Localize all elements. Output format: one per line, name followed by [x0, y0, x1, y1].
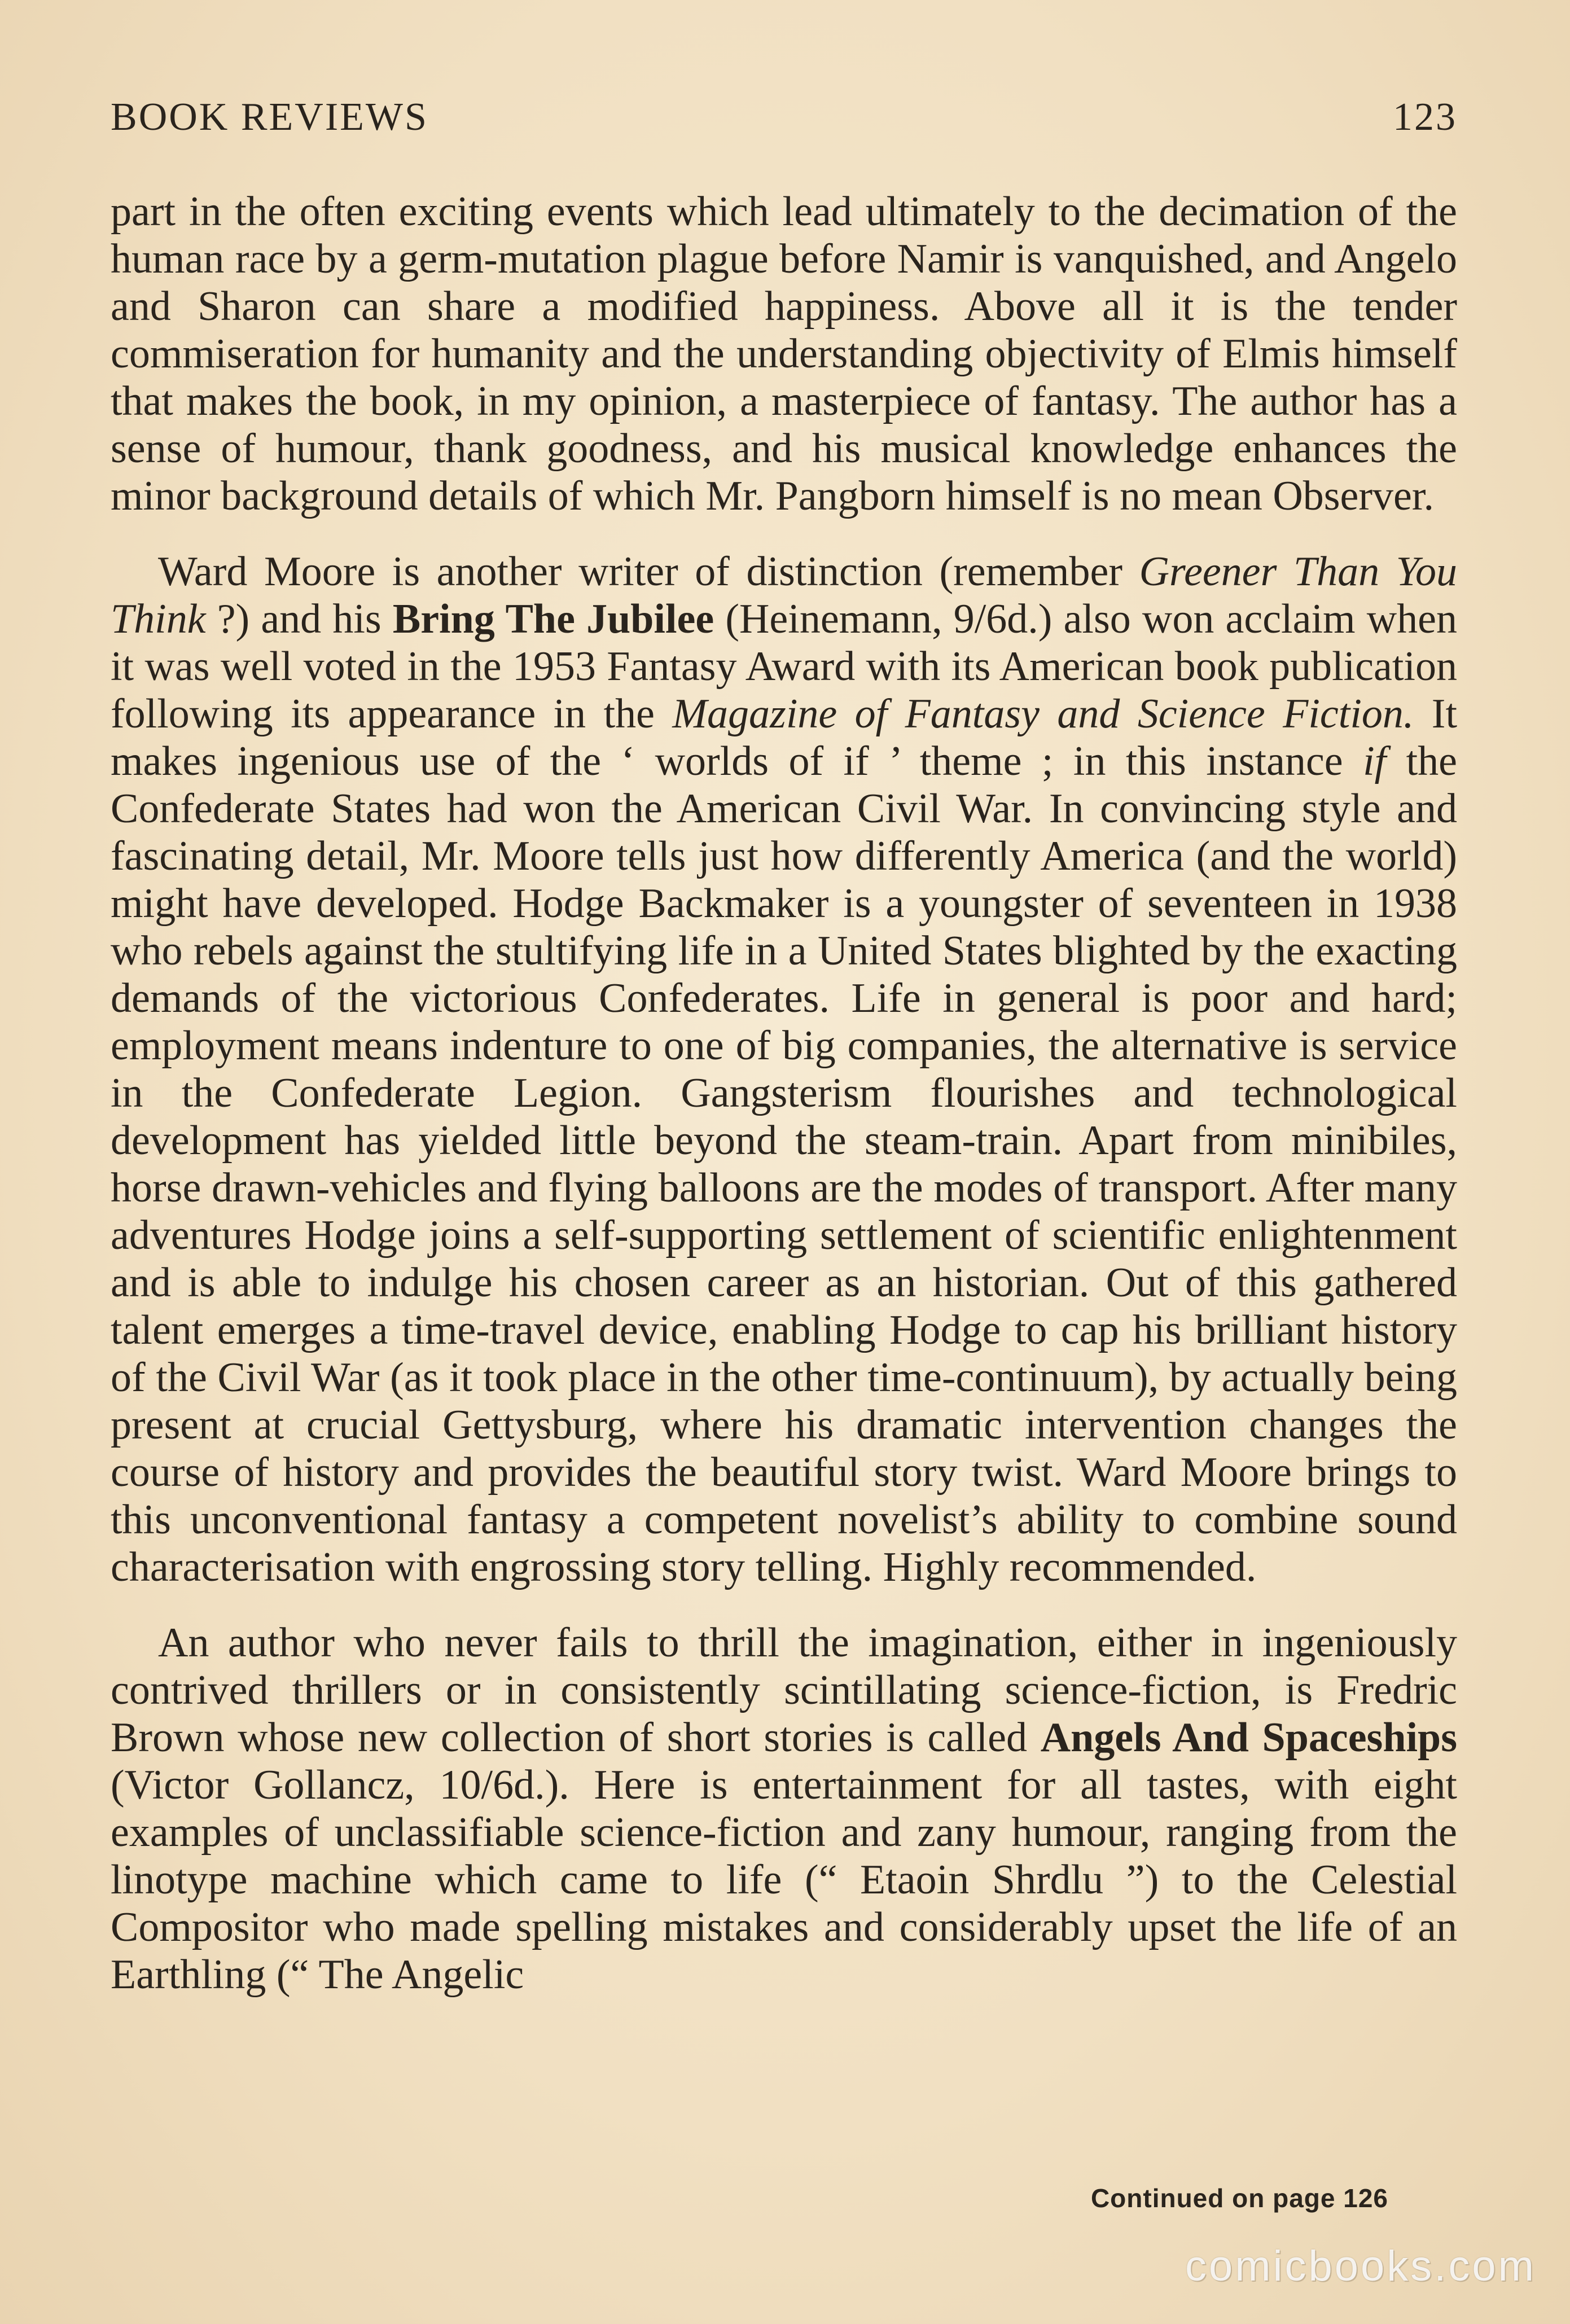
paragraph-continuation	[111, 188, 1457, 520]
book-title-angels-and-spaceships: Angels And Spaceships	[1040, 1715, 1458, 1761]
text-run: (Heinemann, 9/6d.) also won acclaim when it was well voted in the 1953 Fantasy Award with its American book publication following its appearance in the	[111, 596, 1457, 737]
page-number: 123	[1393, 95, 1457, 139]
text-run: the Confederate States had won the American Civil War. In convincing style and fascinating detail, Mr. Moore tells just how differently America (and the world) might have developed. Hodge Backmaker is a youngster of seventeen in 1938 who rebels against the stultifying life in a United States blighted by the exacting demands of the victorious Confederates. Life in general is poor and hard; employment means indenture to one of big companies, the alternative is service in the Confederate Legion. Gangsterism flourishes and technological development has yielded little beyond the steam-train. Apart from minibiles, horse drawn-vehicles and flying balloons are the modes of transport. After many adventures Hodge joins a self-supporting settlement of scientific enlightenment and is able to indulge his chosen career as an historian. Out of this gathered talent emerges a time-travel device, enabling Hodge to cap his brilliant history of the Civil War (as it took place in the other time-continuum), by actually being present at crucial Gettysburg, where his dramatic intervention changes the course of history and provides the beautiful story twist. Ward Moore brings to this unconventional fantasy a competent novelist’s ability to combine sound characterisation with engrossing story telling. Highly recommended.	[111, 738, 1458, 1590]
section-title: BOOK REVIEWS	[111, 95, 428, 139]
book-title-bring-the-jubilee: Bring The Jubilee	[392, 596, 714, 642]
paragraph-angels-and-spaceships	[111, 1619, 1457, 1998]
magazine-title: Magazine of Fantasy and Science Fiction.	[672, 691, 1414, 737]
book-title-greener-than-you-think: Greener Than You Think	[111, 549, 1458, 642]
text-run: part in the often exciting events which lead ultimately to the decimation of the human race by a germ-mutation plague before Namir is vanquished, and Angelo and Sharon can share a modified happiness. Above all it is the tender commiseration for humanity and the understanding objectivity of Elmis himself that makes the book, in my opinion, a masterpiece of fantasy. The author has a sense of humour, thank goodness, and his musical knowledge enhances the minor background details of which Mr. Pangborn himself is no mean Observer.	[111, 188, 1457, 519]
text-run: Ward Moore is another writer of distinction (remember	[158, 549, 1139, 595]
running-header	[111, 95, 1457, 146]
emphasis-if: if	[1363, 738, 1387, 784]
paragraph-bring-the-jubilee	[111, 548, 1457, 1591]
article-body	[111, 188, 1457, 1998]
watermark: comicbooks.com	[1185, 2242, 1536, 2290]
continued-note: Continued on page 126	[1090, 2183, 1388, 2213]
text-run: (Victor Gollancz, 10/6d.). Here is entertainment for all tastes, with eight examples of unclassifiable science-fiction and zany humour, ranging from the linotype machine which came to life (“ Etaoin Shrdlu ”) to the Celestial Compositor who made spelling mistakes and considerably upset the life of an Earthling (“ The Angelic	[111, 1762, 1457, 1998]
text-run: It makes ingenious use of the ‘ worlds of if ’ theme ; in this instance	[111, 691, 1457, 784]
text-run: An author who never fails to thrill the imagination, either in ingeniously contrived thrillers or in consistently scintillating science-fiction, is Fredric Brown whose new collection of short stories is called	[111, 1620, 1457, 1761]
text-run: ?) and his	[205, 596, 393, 642]
